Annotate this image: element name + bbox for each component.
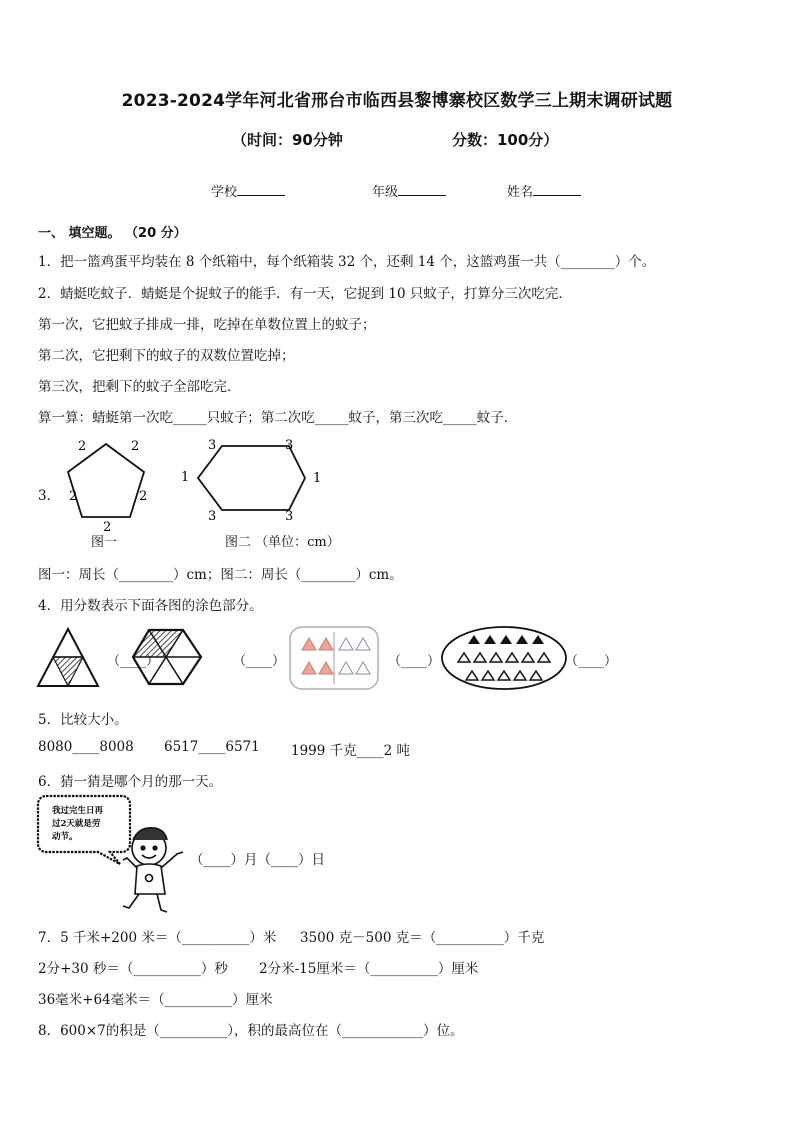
school-field xyxy=(211,181,285,200)
question-3-answer: 图一：周长（________）cm；图二：周长（________）cm。 xyxy=(38,567,403,583)
question-7-b: 3500 克－500 克＝（__________）千克 xyxy=(300,930,545,946)
hex-side-label: 1 xyxy=(313,471,322,486)
page-title: 2023-2024学年河北省邢台市临西县黎博寨校区数学三上期末调研试题 xyxy=(121,91,673,111)
question-4: 4．用分数表示下面各图的涂色部分。 xyxy=(38,598,263,614)
bubble-text-line: 动节。 xyxy=(52,832,78,842)
pent-side-label: 2 xyxy=(131,439,140,454)
pent-side-label: 2 xyxy=(103,520,112,535)
hex-side-label: 3 xyxy=(208,438,217,453)
compare-c: 1999 千克____2 吨 xyxy=(291,743,411,759)
fraction-triangles-box xyxy=(290,627,378,689)
pent-side-label: 2 xyxy=(69,489,78,504)
name-label: 姓名 xyxy=(507,185,534,200)
question-8: 8．600×7的积是（__________），积的最高位在（____________）位。 xyxy=(38,1023,464,1039)
question-7-e: 36毫米+64毫米＝（__________）厘米 xyxy=(38,992,273,1008)
compare-a: 8080____8008 xyxy=(38,739,134,755)
question-6: 6．猜一猜是哪个月的那一天。 xyxy=(38,774,223,790)
question-2-calc: 算一算：蜻蜓第一次吃_____只蚊子；第二次吃_____蚊子，第三次吃_____蚊子． xyxy=(38,410,518,426)
grade-field xyxy=(372,181,446,200)
school-label: 学校 xyxy=(211,185,238,200)
fraction-blank-2: （____） xyxy=(233,654,286,669)
question-7-a: 7．5 千米+200 米＝（__________）米 xyxy=(38,930,277,946)
hexagon-figure xyxy=(198,446,305,510)
question-7-c: 2分+30 秒＝（__________）秒 xyxy=(38,961,228,977)
figure-1-caption: 图一 xyxy=(91,535,118,550)
grade-blank xyxy=(398,183,446,196)
pentagon-figure xyxy=(68,444,144,517)
school-blank xyxy=(237,183,285,196)
pent-side-label: 2 xyxy=(139,489,148,504)
question-2-line-3: 第三次，把剩下的蚊子全部吃完． xyxy=(38,379,241,395)
exam-score: 分数：100分） xyxy=(452,131,559,149)
hex-side-label: 3 xyxy=(285,509,294,524)
fraction-triangle xyxy=(38,629,98,686)
child-illustration xyxy=(36,792,196,918)
question-5: 5．比较大小。 xyxy=(38,712,128,728)
question-2: 2．蜻蜓吃蚊子．蜻蜓是个捉蚊子的能手．有一天，它捉到 10 只蚊子，打算分三次吃完． xyxy=(38,286,572,302)
hex-side-label: 3 xyxy=(285,438,294,453)
figure-2-caption: 图二 （单位：cm） xyxy=(225,535,340,550)
question-7-d: 2分米-15厘米＝（__________）厘米 xyxy=(259,961,479,977)
fraction-blank-1: （____） xyxy=(107,654,160,669)
bubble-text-line: 我过完生日再 xyxy=(52,806,104,816)
question-2-line-1: 第一次，它把蚊子排成一排，吃掉在单数位置上的蚊子； xyxy=(38,317,376,333)
exam-time: （时间：90分钟 xyxy=(232,131,343,149)
question-3-number: 3． xyxy=(38,488,61,504)
fraction-blank-4: （____） xyxy=(565,654,618,669)
hex-side-label: 1 xyxy=(181,470,190,485)
name-blank xyxy=(533,183,581,196)
fraction-blank-3: （____） xyxy=(388,654,441,669)
name-field xyxy=(507,181,581,200)
fraction-triangles-ellipse xyxy=(442,627,566,689)
question-6-answer: （____）月（____）日 xyxy=(190,852,325,868)
question-2-line-2: 第二次，它把剩下的蚊子的双数位置吃掉； xyxy=(38,348,295,364)
pent-side-label: 2 xyxy=(78,439,87,454)
hex-side-label: 3 xyxy=(208,509,217,524)
question-1: 1．把一篮鸡蛋平均装在 8 个纸箱中，每个纸箱装 32 个，还剩 14 个，这篮鸡蛋一共（________）个。 xyxy=(38,254,656,270)
compare-b: 6517____6571 xyxy=(164,739,260,755)
section-heading: 一、 填空题。 （20 分） xyxy=(38,226,187,241)
grade-label: 年级 xyxy=(372,185,399,200)
bubble-text-line: 过2天就是劳 xyxy=(52,819,101,829)
